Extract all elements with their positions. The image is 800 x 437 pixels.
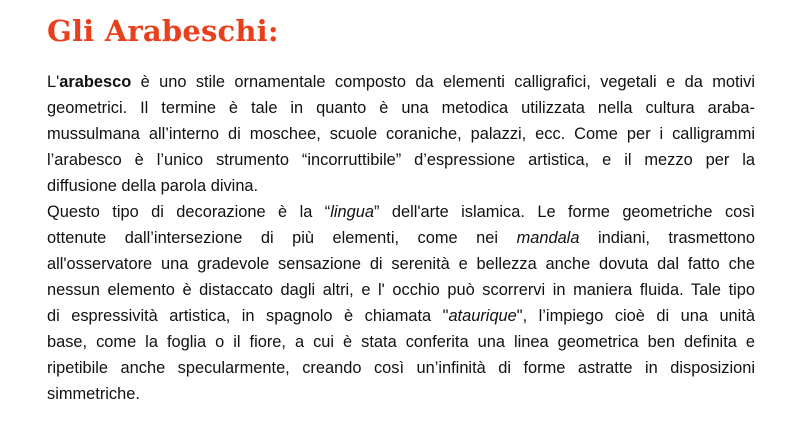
text-line: geometrici. Il termine è tale in quanto è una metodica utilizzata nella cultura araba-: [47, 99, 755, 117]
text-line: [47, 225, 755, 251]
text-run: indiani, trasmettono: [579, 229, 755, 247]
italic-term: mandala: [516, 229, 580, 247]
bold-term: arabesco: [59, 73, 132, 91]
italic-term: ataurique: [448, 307, 517, 325]
text-run: di espressività artistica, in spagnolo è chiamata ": [47, 307, 449, 325]
text-run: L': [47, 73, 60, 91]
text-line: [47, 199, 755, 225]
text-line: l’arabesco è l’unico strumento “incorruttibile” d’espressione artistica, e il mezzo per la: [47, 151, 755, 169]
text-line: base, come la foglia o il fiore, a cui è stata conferita una linea geometrica ben definita e: [47, 333, 755, 351]
text-run: ottenute dall’intersezione di più elementi, come nei: [47, 229, 517, 247]
text-run: è uno stile ornamentale composto da elementi calligrafici, vegetali e da motivi: [131, 73, 755, 91]
text-line: [47, 69, 755, 95]
text-line: ripetibile anche specularmente, creando così un’infinità di forme astratte in disposizioni: [47, 359, 755, 377]
text-run: ” dell'arte islamica. Le forme geometriche così: [373, 203, 756, 221]
text-line: all'osservatore una gradevole sensazione di serenità e bellezza anche dovuta dal fatto che: [47, 255, 755, 273]
text-line: simmetriche.: [47, 385, 140, 403]
italic-term: lingua: [330, 203, 374, 221]
document-body: [47, 69, 755, 407]
text-line: nessun elemento è distaccato dagli altri, e l' occhio può scorrervi in maniera fluida. Tale tipo: [47, 281, 755, 299]
text-run: Questo tipo di decorazione è la “: [47, 203, 331, 221]
text-line: diffusione della parola divina.: [47, 177, 259, 195]
text-line: mussulmana all’interno di moschee, scuole coraniche, palazzi, ecc. Come per i calligrammi: [47, 125, 755, 143]
text-run: ", l’impiego cioè di una unità: [516, 307, 755, 325]
document-title: Gli Arabeschi:: [47, 14, 279, 48]
text-line: [47, 303, 755, 329]
